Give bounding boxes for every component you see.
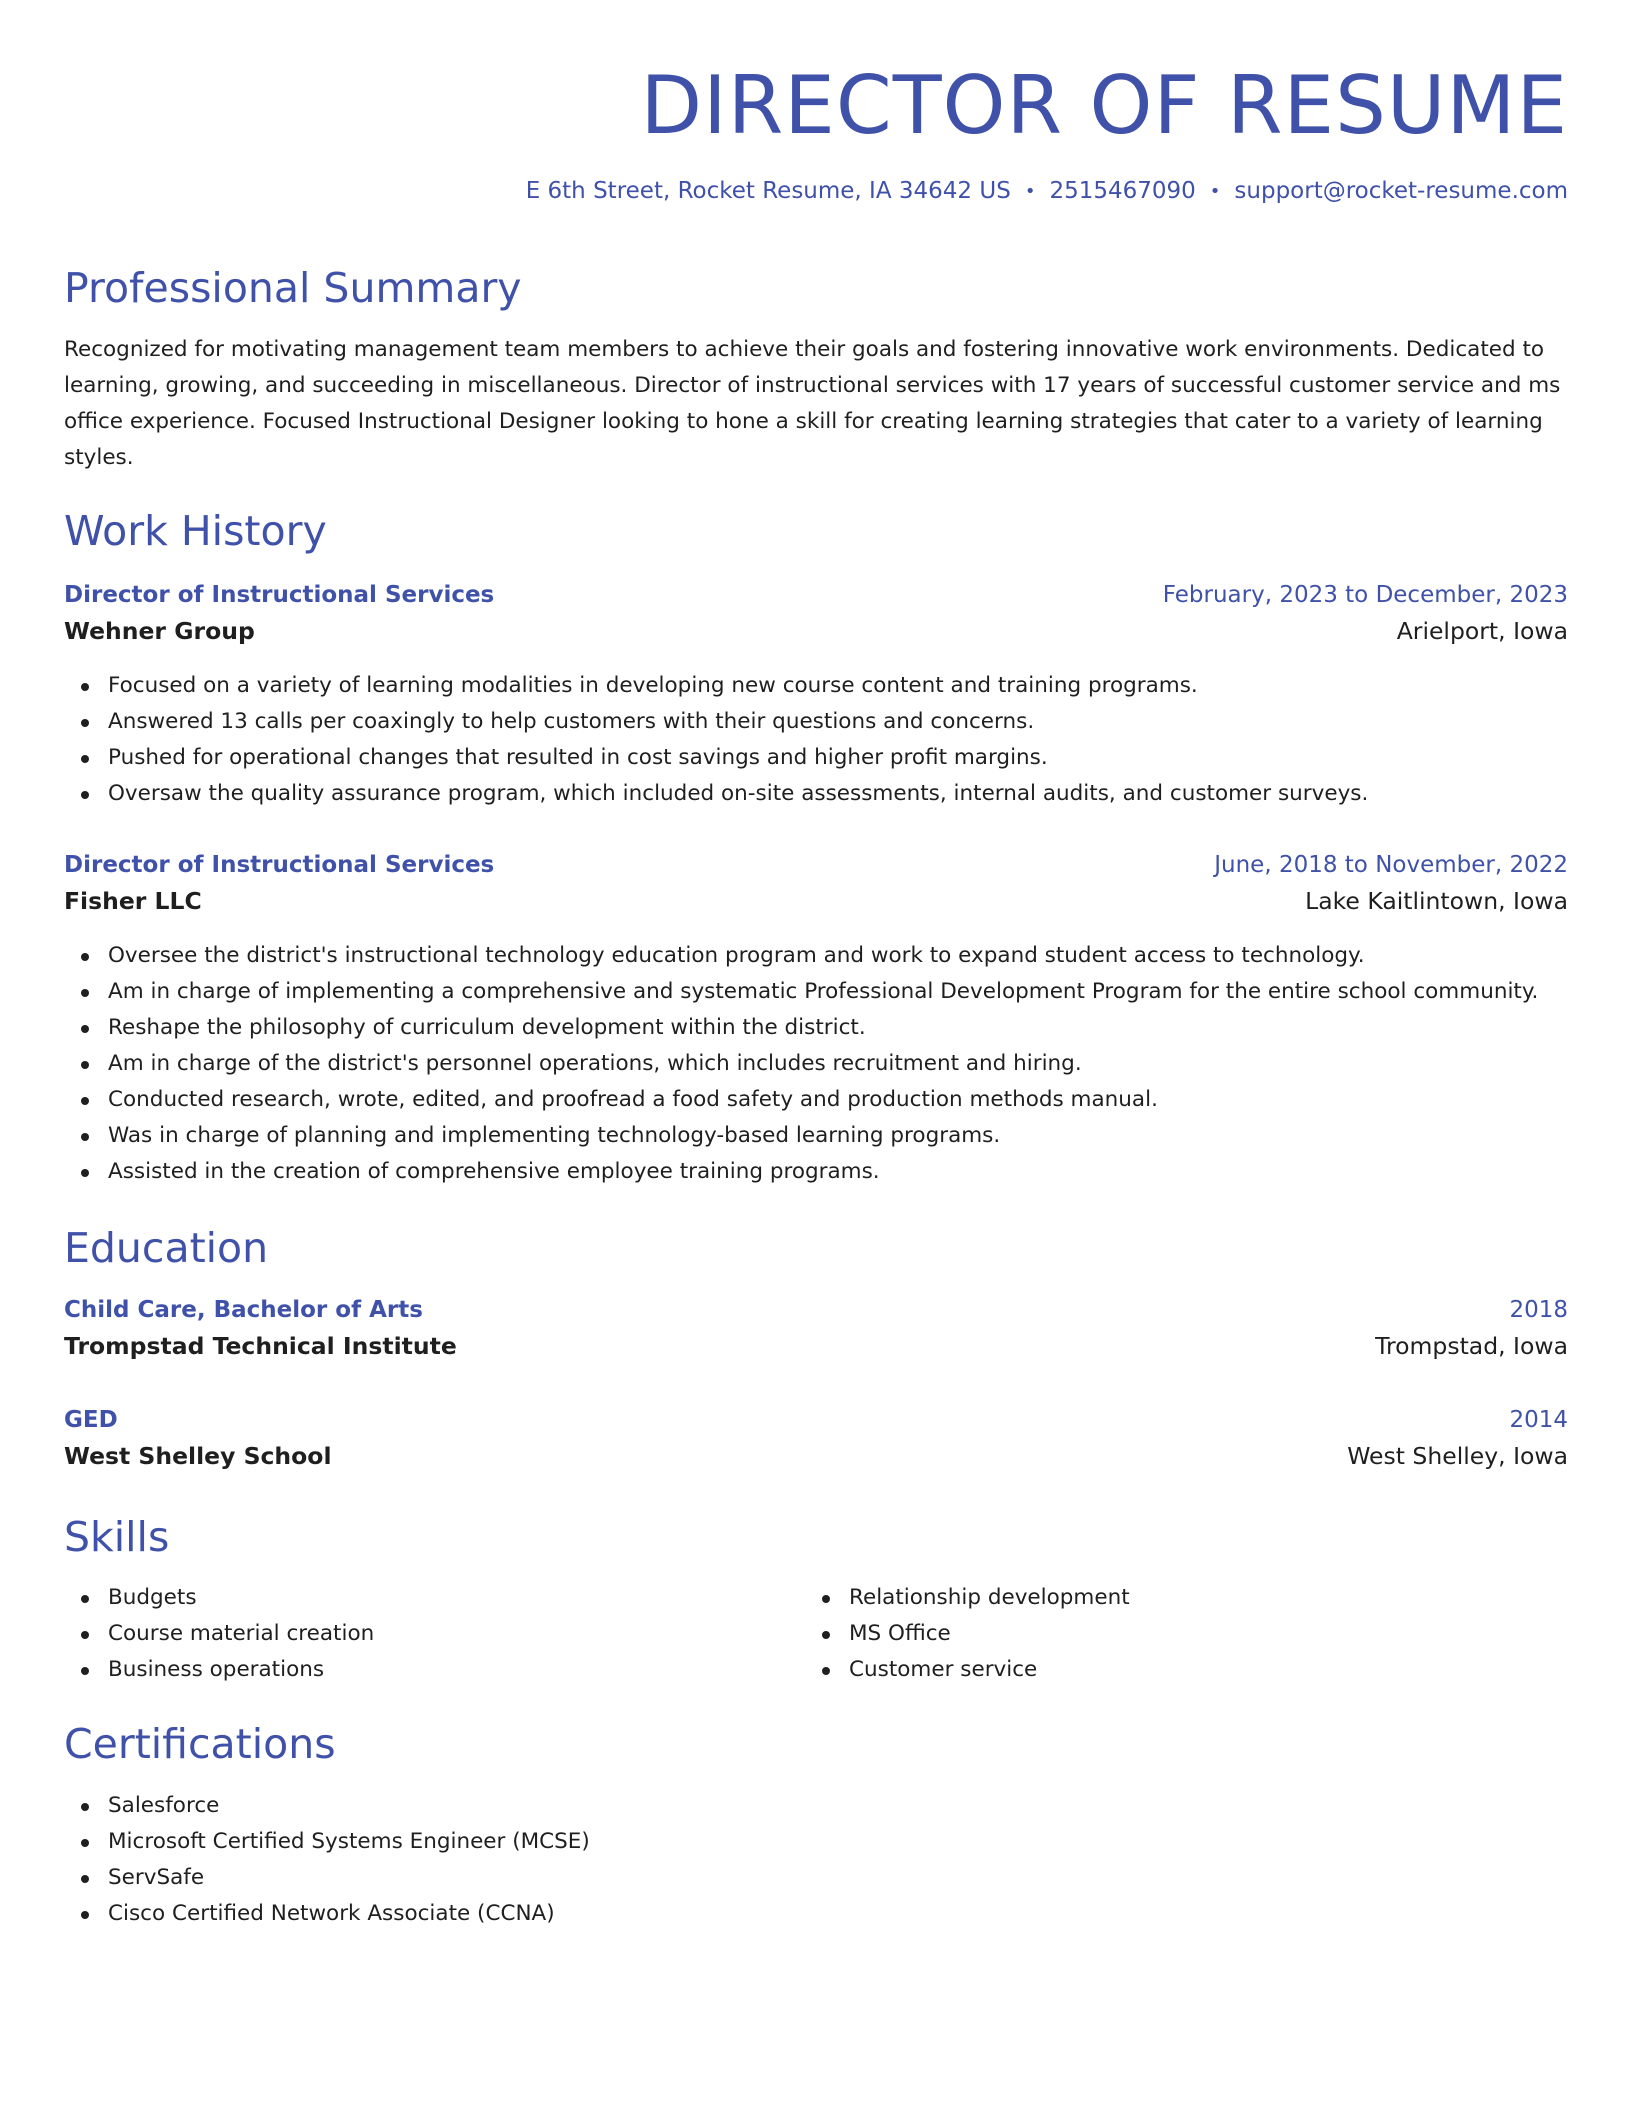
skills-list bbox=[805, 1580, 1546, 1688]
job-location: Lake Kaitlintown, Iowa bbox=[1305, 887, 1568, 915]
skills-grid bbox=[64, 1580, 1568, 1688]
education-entry bbox=[64, 1293, 1568, 1365]
skill-item: Relationship development bbox=[805, 1580, 1546, 1616]
contact-email: support@rocket-resume.com bbox=[1234, 178, 1568, 204]
contact-phone: 2515467090 bbox=[1049, 178, 1196, 204]
certification-item: ServSafe bbox=[64, 1860, 1568, 1896]
skills-list bbox=[64, 1580, 805, 1688]
job-bullet: Reshape the philosophy of curriculum development within the district. bbox=[64, 1010, 1568, 1046]
education-school-row bbox=[64, 1437, 1568, 1475]
education-school-row bbox=[64, 1327, 1568, 1365]
contact-address: E 6th Street, Rocket Resume, IA 34642 US bbox=[525, 178, 1011, 204]
resume-name: DIRECTOR OF RESUME bbox=[640, 59, 1568, 152]
education-degree: Child Care, Bachelor of Arts bbox=[64, 1297, 423, 1323]
job-header-row bbox=[64, 848, 1568, 882]
summary-text: Recognized for motivating management team members to achieve their goals and fostering innovative work environments. Dedicated to learning, growing, and succeeding in miscellaneous. Director of instructional services with 17 years of successful customer service and ms office experience. Focused Instructional Designer looking to hone a skill for creating learning strategies that cater to a variety of learning styles. bbox=[64, 337, 1561, 470]
job-location: Arielport, Iowa bbox=[1396, 617, 1568, 645]
job-header-row bbox=[64, 578, 1568, 612]
job-company: Wehner Group bbox=[64, 617, 255, 645]
job-entry bbox=[64, 578, 1568, 812]
section-title-certifications: Certifications bbox=[64, 1720, 336, 1768]
job-bullet: Was in charge of planning and implementing technology-based learning programs. bbox=[64, 1118, 1568, 1154]
section-title-education: Education bbox=[64, 1224, 269, 1272]
section-title-work-history: Work History bbox=[64, 507, 327, 555]
contact-separator: • bbox=[1209, 180, 1221, 202]
section-title-summary: Professional Summary bbox=[64, 264, 522, 312]
job-bullet: Focused on a variety of learning modalities in developing new course content and training programs. bbox=[64, 668, 1568, 704]
education-degree: GED bbox=[64, 1407, 118, 1433]
education-header-row bbox=[64, 1293, 1568, 1327]
contact-line bbox=[64, 174, 1568, 209]
job-bullet: Am in charge of implementing a comprehensive and systematic Professional Development Program for the entire school community. bbox=[64, 974, 1568, 1010]
job-bullet: Assisted in the creation of comprehensive employee training programs. bbox=[64, 1154, 1568, 1190]
education-location: Trompstad, Iowa bbox=[1375, 1332, 1568, 1360]
skill-item: Budgets bbox=[64, 1580, 805, 1616]
job-bullet: Answered 13 calls per coaxingly to help customers with their questions and concerns. bbox=[64, 704, 1568, 740]
education-entry bbox=[64, 1403, 1568, 1475]
job-entry bbox=[64, 848, 1568, 1190]
job-bullet: Oversee the district's instructional technology education program and work to expand student access to technology. bbox=[64, 938, 1568, 974]
job-role: Director of Instructional Services bbox=[64, 582, 495, 608]
certification-item: Salesforce bbox=[64, 1788, 1568, 1824]
skills-column-right bbox=[805, 1580, 1546, 1688]
job-dates: June, 2018 to November, 2022 bbox=[1214, 852, 1568, 878]
job-bullet: Oversaw the quality assurance program, which included on-site assessments, internal audits, and customer surveys. bbox=[64, 776, 1568, 812]
job-company-row bbox=[64, 612, 1568, 650]
skill-item: Business operations bbox=[64, 1652, 805, 1688]
education-header-row bbox=[64, 1403, 1568, 1437]
skills-column-left bbox=[64, 1580, 805, 1688]
certifications-list bbox=[64, 1788, 1568, 1932]
job-company: Fisher LLC bbox=[64, 887, 202, 915]
skill-item: Course material creation bbox=[64, 1616, 805, 1652]
job-company-row bbox=[64, 882, 1568, 920]
certification-item: Microsoft Certified Systems Engineer (MCSE) bbox=[64, 1824, 1568, 1860]
job-role: Director of Instructional Services bbox=[64, 852, 495, 878]
section-title-skills: Skills bbox=[64, 1513, 170, 1561]
contact-separator: • bbox=[1024, 180, 1036, 202]
resume-page bbox=[64, 0, 1568, 1926]
job-bullet: Pushed for operational changes that resulted in cost savings and higher profit margins. bbox=[64, 740, 1568, 776]
education-year: 2018 bbox=[1509, 1297, 1568, 1323]
education-year: 2014 bbox=[1509, 1407, 1568, 1433]
certification-item: Cisco Certified Network Associate (CCNA) bbox=[64, 1896, 1568, 1932]
job-bullets bbox=[64, 668, 1568, 812]
job-bullet: Am in charge of the district's personnel operations, which includes recruitment and hiring. bbox=[64, 1046, 1568, 1082]
skill-item: MS Office bbox=[805, 1616, 1546, 1652]
education-location: West Shelley, Iowa bbox=[1347, 1442, 1568, 1470]
job-dates: February, 2023 to December, 2023 bbox=[1162, 582, 1568, 608]
education-school: West Shelley School bbox=[64, 1442, 332, 1470]
education-school: Trompstad Technical Institute bbox=[64, 1332, 457, 1360]
job-bullet: Conducted research, wrote, edited, and proofread a food safety and production methods manual. bbox=[64, 1082, 1568, 1118]
job-bullets bbox=[64, 938, 1568, 1190]
skill-item: Customer service bbox=[805, 1652, 1546, 1688]
